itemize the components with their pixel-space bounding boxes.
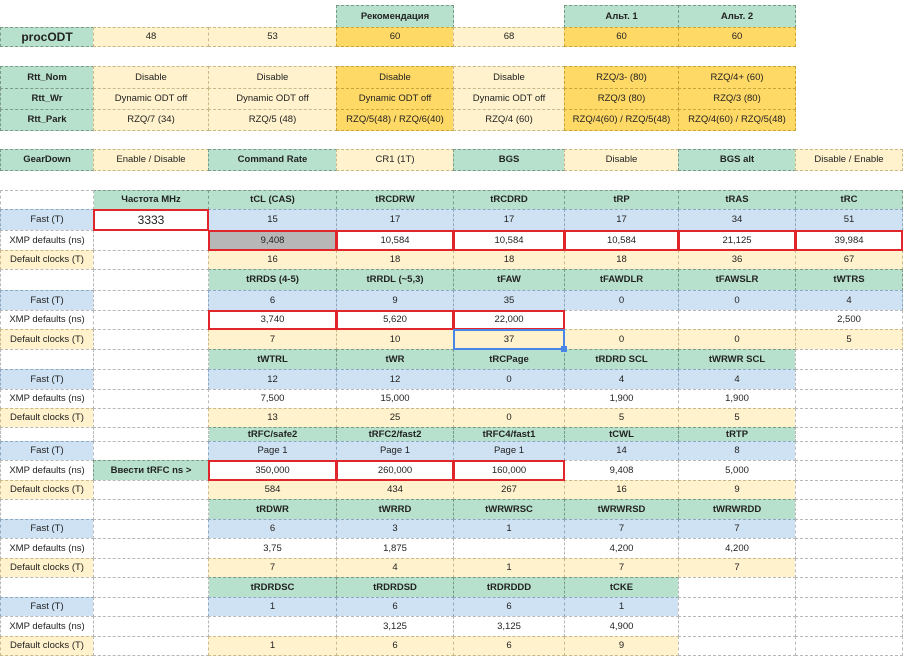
empty-cell[interactable] xyxy=(0,427,94,442)
timing-header[interactable]: tWRWRSC xyxy=(453,499,565,520)
empty-cell[interactable] xyxy=(93,538,209,559)
timing-value-def[interactable]: 6 xyxy=(453,636,565,656)
timing-header[interactable]: tRFC/safe2 xyxy=(208,427,337,442)
timing-value-def[interactable]: 67 xyxy=(795,250,903,270)
timing-header[interactable]: tRFC4/fast1 xyxy=(453,427,565,442)
timing-value-xmp[interactable]: 350,000 xyxy=(208,460,337,481)
timing-value-fast[interactable]: 6 xyxy=(208,519,337,539)
timing-header[interactable]: tRCPage xyxy=(453,349,565,370)
procodt-value[interactable]: 68 xyxy=(453,27,565,47)
timing-value-fast[interactable]: 6 xyxy=(453,597,565,617)
timing-value-fast[interactable]: 4 xyxy=(795,290,903,311)
rtt-wr-value[interactable]: Dynamic ODT off xyxy=(208,88,337,110)
header-recommendation[interactable]: Рекомендация xyxy=(336,5,454,28)
timing-value-xmp[interactable] xyxy=(795,389,903,409)
timing-header[interactable]: tRAS xyxy=(678,190,796,210)
rtt-park-value[interactable]: RZQ/4(60) / RZQ/5(48) xyxy=(678,109,796,131)
empty-cell[interactable] xyxy=(93,616,209,637)
rtt-nom-value[interactable]: Disable xyxy=(336,66,454,89)
timing-value-xmp[interactable]: 10,584 xyxy=(453,230,565,251)
timing-header[interactable]: tRRDL (~5,3) xyxy=(336,269,454,291)
timing-value-xmp[interactable] xyxy=(795,538,903,559)
header-alt1[interactable]: Альт. 1 xyxy=(564,5,679,28)
timing-header[interactable]: tRFC2/fast2 xyxy=(336,427,454,442)
timing-value-xmp[interactable]: 39,984 xyxy=(795,230,903,251)
empty-cell[interactable] xyxy=(93,558,209,578)
timing-value-fast[interactable]: 6 xyxy=(336,597,454,617)
timing-value-fast[interactable] xyxy=(795,597,903,617)
row-label-xmp[interactable]: XMP defaults (ns) xyxy=(0,310,94,330)
timing-value-def[interactable]: 1 xyxy=(208,636,337,656)
timing-value-xmp[interactable]: 21,125 xyxy=(678,230,796,251)
timing-value-def[interactable]: 37 xyxy=(453,329,565,350)
empty-cell[interactable] xyxy=(93,577,209,598)
timing-value-def[interactable]: 9 xyxy=(678,480,796,500)
timing-value-def[interactable] xyxy=(795,480,903,500)
timing-value-def[interactable] xyxy=(678,636,796,656)
procodt-value[interactable]: 60 xyxy=(678,27,796,47)
timing-value-fast[interactable]: 6 xyxy=(208,290,337,311)
row-label-default[interactable]: Default clocks (T) xyxy=(0,250,94,270)
empty-cell[interactable] xyxy=(93,250,209,270)
timing-header[interactable]: tRC xyxy=(795,190,903,210)
timing-value-fast[interactable]: 15 xyxy=(208,209,337,231)
timing-value-xmp[interactable]: 3,125 xyxy=(453,616,565,637)
timing-value-def[interactable]: 5 xyxy=(678,408,796,428)
row-label-fast[interactable]: Fast (T) xyxy=(0,209,94,231)
rtt-nom-label[interactable]: Rtt_Nom xyxy=(0,66,94,89)
command-rate-label[interactable]: Command Rate xyxy=(208,149,337,171)
bgs-alt-label[interactable]: BGS alt xyxy=(678,149,796,171)
timing-value-fast[interactable]: 0 xyxy=(564,290,679,311)
procodt-value[interactable]: 60 xyxy=(336,27,454,47)
timing-value-fast[interactable]: 12 xyxy=(208,369,337,390)
timing-value-def[interactable]: 7 xyxy=(208,558,337,578)
timing-header[interactable] xyxy=(795,349,903,370)
timing-header[interactable]: tCWL xyxy=(564,427,679,442)
timing-header[interactable] xyxy=(795,427,903,442)
row-label-fast[interactable]: Fast (T) xyxy=(0,597,94,617)
timing-value-xmp[interactable]: 10,584 xyxy=(336,230,454,251)
timing-value-xmp[interactable] xyxy=(678,310,796,330)
timing-value-fast[interactable]: 0 xyxy=(453,369,565,390)
timing-header[interactable]: tWRWR SCL xyxy=(678,349,796,370)
timing-value-xmp[interactable]: 4,200 xyxy=(564,538,679,559)
empty-cell[interactable] xyxy=(93,597,209,617)
timing-value-xmp[interactable]: 10,584 xyxy=(564,230,679,251)
timing-value-fast[interactable]: 35 xyxy=(453,290,565,311)
empty-cell[interactable] xyxy=(93,369,209,390)
selection-fill-handle[interactable] xyxy=(561,346,567,352)
timing-value-xmp[interactable]: 160,000 xyxy=(453,460,565,481)
empty-cell[interactable] xyxy=(93,349,209,370)
empty-cell[interactable] xyxy=(0,577,94,598)
empty-cell[interactable] xyxy=(93,310,209,330)
timing-value-def[interactable]: 36 xyxy=(678,250,796,270)
geardown-value[interactable]: Enable / Disable xyxy=(93,149,209,171)
row-label-default[interactable]: Default clocks (T) xyxy=(0,408,94,428)
timing-value-xmp[interactable]: 15,000 xyxy=(336,389,454,409)
timing-value-xmp[interactable] xyxy=(453,389,565,409)
timing-value-xmp[interactable]: 1,900 xyxy=(678,389,796,409)
timing-header[interactable]: tFAWSLR xyxy=(678,269,796,291)
timing-header[interactable]: tWRWRDD xyxy=(678,499,796,520)
timing-header[interactable] xyxy=(678,577,796,598)
timing-value-fast[interactable]: 4 xyxy=(678,369,796,390)
procodt-label[interactable]: procODT xyxy=(0,27,94,47)
command-rate-value[interactable]: CR1 (1T) xyxy=(336,149,454,171)
timing-header[interactable]: tWTRS xyxy=(795,269,903,291)
timing-value-def[interactable]: 0 xyxy=(453,408,565,428)
timing-value-fast[interactable]: Page 1 xyxy=(336,441,454,461)
timing-value-fast[interactable] xyxy=(678,597,796,617)
timing-header[interactable]: tRCDRD xyxy=(453,190,565,210)
rtt-wr-value[interactable]: Dynamic ODT off xyxy=(336,88,454,110)
timing-value-fast[interactable]: Page 1 xyxy=(208,441,337,461)
timing-header[interactable] xyxy=(795,499,903,520)
row-label-default[interactable]: Default clocks (T) xyxy=(0,558,94,578)
timing-value-def[interactable]: 18 xyxy=(336,250,454,270)
procodt-value[interactable]: 48 xyxy=(93,27,209,47)
timing-value-xmp[interactable]: 22,000 xyxy=(453,310,565,330)
timing-header[interactable]: tRTP xyxy=(678,427,796,442)
rtt-nom-value[interactable]: Disable xyxy=(208,66,337,89)
row-label-fast[interactable]: Fast (T) xyxy=(0,369,94,390)
rtt-wr-label[interactable]: Rtt_Wr xyxy=(0,88,94,110)
timing-value-def[interactable]: 16 xyxy=(564,480,679,500)
timing-value-def[interactable]: 7 xyxy=(208,329,337,350)
timing-header[interactable]: tWTRL xyxy=(208,349,337,370)
timing-value-def[interactable]: 9 xyxy=(564,636,679,656)
row-label-xmp[interactable]: XMP defaults (ns) xyxy=(0,616,94,637)
timing-value-def[interactable] xyxy=(795,636,903,656)
timing-value-fast[interactable]: 12 xyxy=(336,369,454,390)
empty-cell[interactable] xyxy=(93,499,209,520)
timing-value-def[interactable]: 7 xyxy=(564,558,679,578)
timing-value-def[interactable]: 25 xyxy=(336,408,454,428)
rtt-nom-value[interactable]: Disable xyxy=(93,66,209,89)
enter-trfc-label[interactable]: Ввести tRFC ns > xyxy=(93,460,209,481)
timing-value-def[interactable]: 13 xyxy=(208,408,337,428)
timing-header[interactable]: tRCDRW xyxy=(336,190,454,210)
timing-value-def[interactable]: 434 xyxy=(336,480,454,500)
procodt-value[interactable]: 53 xyxy=(208,27,337,47)
row-label-fast[interactable]: Fast (T) xyxy=(0,519,94,539)
timing-value-fast[interactable]: 51 xyxy=(795,209,903,231)
timing-header[interactable]: tRP xyxy=(564,190,679,210)
timing-value-xmp[interactable]: 260,000 xyxy=(336,460,454,481)
empty-cell[interactable] xyxy=(0,499,94,520)
empty-cell[interactable] xyxy=(0,190,94,210)
timing-value-def[interactable]: 0 xyxy=(678,329,796,350)
row-label-default[interactable]: Default clocks (T) xyxy=(0,636,94,656)
timing-value-def[interactable]: 6 xyxy=(336,636,454,656)
timing-value-xmp[interactable]: 3,125 xyxy=(336,616,454,637)
empty-cell[interactable] xyxy=(93,389,209,409)
rtt-wr-value[interactable]: RZQ/3 (80) xyxy=(564,88,679,110)
timing-value-fast[interactable]: 9 xyxy=(336,290,454,311)
timing-header[interactable]: tRRDS (4-5) xyxy=(208,269,337,291)
timing-value-xmp[interactable]: 2,500 xyxy=(795,310,903,330)
timing-value-xmp[interactable]: 1,900 xyxy=(564,389,679,409)
timing-header[interactable]: tCKE xyxy=(564,577,679,598)
rtt-park-label[interactable]: Rtt_Park xyxy=(0,109,94,131)
empty-cell[interactable] xyxy=(93,408,209,428)
timing-value-fast[interactable]: 1 xyxy=(453,519,565,539)
rtt-wr-value[interactable]: Dynamic ODT off xyxy=(93,88,209,110)
timing-header[interactable]: tCL (CAS) xyxy=(208,190,337,210)
bgs-alt-value[interactable]: Disable / Enable xyxy=(795,149,903,171)
timing-value-fast[interactable]: 1 xyxy=(564,597,679,617)
timing-header[interactable]: tRDRD SCL xyxy=(564,349,679,370)
empty-cell[interactable] xyxy=(93,427,209,442)
timing-value-fast[interactable]: 17 xyxy=(336,209,454,231)
empty-cell[interactable] xyxy=(0,269,94,291)
rtt-wr-value[interactable]: Dynamic ODT off xyxy=(453,88,565,110)
timing-value-xmp[interactable]: 4,900 xyxy=(564,616,679,637)
empty-cell[interactable] xyxy=(93,230,209,251)
timing-value-fast[interactable]: 17 xyxy=(453,209,565,231)
timing-value-xmp[interactable]: 5,000 xyxy=(678,460,796,481)
timing-value-xmp[interactable]: 9,408 xyxy=(564,460,679,481)
row-label-xmp[interactable]: XMP defaults (ns) xyxy=(0,460,94,481)
timing-header[interactable]: tWR xyxy=(336,349,454,370)
row-label-fast[interactable]: Fast (T) xyxy=(0,441,94,461)
timing-value-def[interactable]: 267 xyxy=(453,480,565,500)
timing-value-xmp[interactable]: 5,620 xyxy=(336,310,454,330)
timing-value-fast[interactable]: 14 xyxy=(564,441,679,461)
empty-cell[interactable] xyxy=(93,480,209,500)
timing-value-xmp[interactable]: 1,875 xyxy=(336,538,454,559)
timing-value-fast[interactable] xyxy=(795,519,903,539)
frequency-input[interactable]: 3333 xyxy=(93,209,209,231)
empty-cell[interactable] xyxy=(93,636,209,656)
timing-value-xmp[interactable] xyxy=(795,460,903,481)
timing-value-fast[interactable]: 7 xyxy=(678,519,796,539)
timing-value-fast[interactable]: 7 xyxy=(564,519,679,539)
rtt-nom-value[interactable]: RZQ/4+ (60) xyxy=(678,66,796,89)
rtt-park-value[interactable]: RZQ/4 (60) xyxy=(453,109,565,131)
timing-value-def[interactable]: 18 xyxy=(564,250,679,270)
rtt-park-value[interactable]: RZQ/7 (34) xyxy=(93,109,209,131)
timing-value-def[interactable]: 5 xyxy=(564,408,679,428)
rtt-park-value[interactable]: RZQ/5 (48) xyxy=(208,109,337,131)
timing-value-fast[interactable]: 3 xyxy=(336,519,454,539)
row-label-default[interactable]: Default clocks (T) xyxy=(0,480,94,500)
timing-value-def[interactable]: 584 xyxy=(208,480,337,500)
empty-cell[interactable] xyxy=(93,269,209,291)
geardown-label[interactable]: GearDown xyxy=(0,149,94,171)
timing-header[interactable] xyxy=(795,577,903,598)
timing-value-fast[interactable]: Page 1 xyxy=(453,441,565,461)
header-alt2[interactable]: Альт. 2 xyxy=(678,5,796,28)
empty-cell[interactable] xyxy=(93,519,209,539)
timing-value-def[interactable]: 4 xyxy=(336,558,454,578)
timing-value-fast[interactable]: 1 xyxy=(208,597,337,617)
timing-header[interactable]: tFAW xyxy=(453,269,565,291)
empty-cell[interactable] xyxy=(93,290,209,311)
timing-header[interactable]: tWRWRSD xyxy=(564,499,679,520)
timing-header[interactable]: tFAWDLR xyxy=(564,269,679,291)
row-label-fast[interactable]: Fast (T) xyxy=(0,290,94,311)
timing-value-def[interactable]: 5 xyxy=(795,329,903,350)
timing-value-fast[interactable]: 8 xyxy=(678,441,796,461)
timing-value-fast[interactable]: 4 xyxy=(564,369,679,390)
rtt-park-value[interactable]: RZQ/5(48) / RZQ/6(40) xyxy=(336,109,454,131)
bgs-value[interactable]: Disable xyxy=(564,149,679,171)
timing-value-xmp[interactable] xyxy=(564,310,679,330)
timing-header[interactable]: tRDWR xyxy=(208,499,337,520)
timing-value-fast[interactable]: 17 xyxy=(564,209,679,231)
empty-cell[interactable] xyxy=(93,329,209,350)
timing-header[interactable]: tRDRDSC xyxy=(208,577,337,598)
row-label-default[interactable]: Default clocks (T) xyxy=(0,329,94,350)
timing-value-xmp[interactable]: 3,740 xyxy=(208,310,337,330)
timing-value-xmp[interactable]: 9,408 xyxy=(208,230,337,251)
timing-value-fast[interactable]: 0 xyxy=(678,290,796,311)
procodt-value[interactable]: 60 xyxy=(564,27,679,47)
rtt-nom-value[interactable]: Disable xyxy=(453,66,565,89)
timing-value-def[interactable]: 0 xyxy=(564,329,679,350)
empty-cell[interactable] xyxy=(0,349,94,370)
empty-cell[interactable] xyxy=(93,441,209,461)
timing-value-def[interactable]: 16 xyxy=(208,250,337,270)
timing-value-def[interactable] xyxy=(795,558,903,578)
timing-value-xmp[interactable] xyxy=(795,616,903,637)
timing-value-def[interactable] xyxy=(795,408,903,428)
timing-value-xmp[interactable] xyxy=(453,538,565,559)
timing-value-xmp[interactable]: 7,500 xyxy=(208,389,337,409)
timing-value-xmp[interactable]: 3,75 xyxy=(208,538,337,559)
bgs-label[interactable]: BGS xyxy=(453,149,565,171)
rtt-park-value[interactable]: RZQ/4(60) / RZQ/5(48) xyxy=(564,109,679,131)
timing-value-fast[interactable] xyxy=(795,441,903,461)
frequency-label[interactable]: Частота MHz xyxy=(93,190,209,210)
row-label-xmp[interactable]: XMP defaults (ns) xyxy=(0,389,94,409)
timing-value-def[interactable]: 18 xyxy=(453,250,565,270)
timing-value-xmp[interactable] xyxy=(208,616,337,637)
row-label-xmp[interactable]: XMP defaults (ns) xyxy=(0,538,94,559)
timing-value-fast[interactable] xyxy=(795,369,903,390)
timing-value-def[interactable]: 10 xyxy=(336,329,454,350)
rtt-wr-value[interactable]: RZQ/3 (80) xyxy=(678,88,796,110)
timing-value-def[interactable]: 7 xyxy=(678,558,796,578)
rtt-nom-value[interactable]: RZQ/3- (80) xyxy=(564,66,679,89)
timing-header[interactable]: tRDRDSD xyxy=(336,577,454,598)
timing-header[interactable]: tRDRDDD xyxy=(453,577,565,598)
timing-value-xmp[interactable] xyxy=(678,616,796,637)
timing-header[interactable]: tWRRD xyxy=(336,499,454,520)
timing-value-xmp[interactable]: 4,200 xyxy=(678,538,796,559)
timing-value-fast[interactable]: 34 xyxy=(678,209,796,231)
timing-value-def[interactable]: 1 xyxy=(453,558,565,578)
row-label-xmp[interactable]: XMP defaults (ns) xyxy=(0,230,94,251)
